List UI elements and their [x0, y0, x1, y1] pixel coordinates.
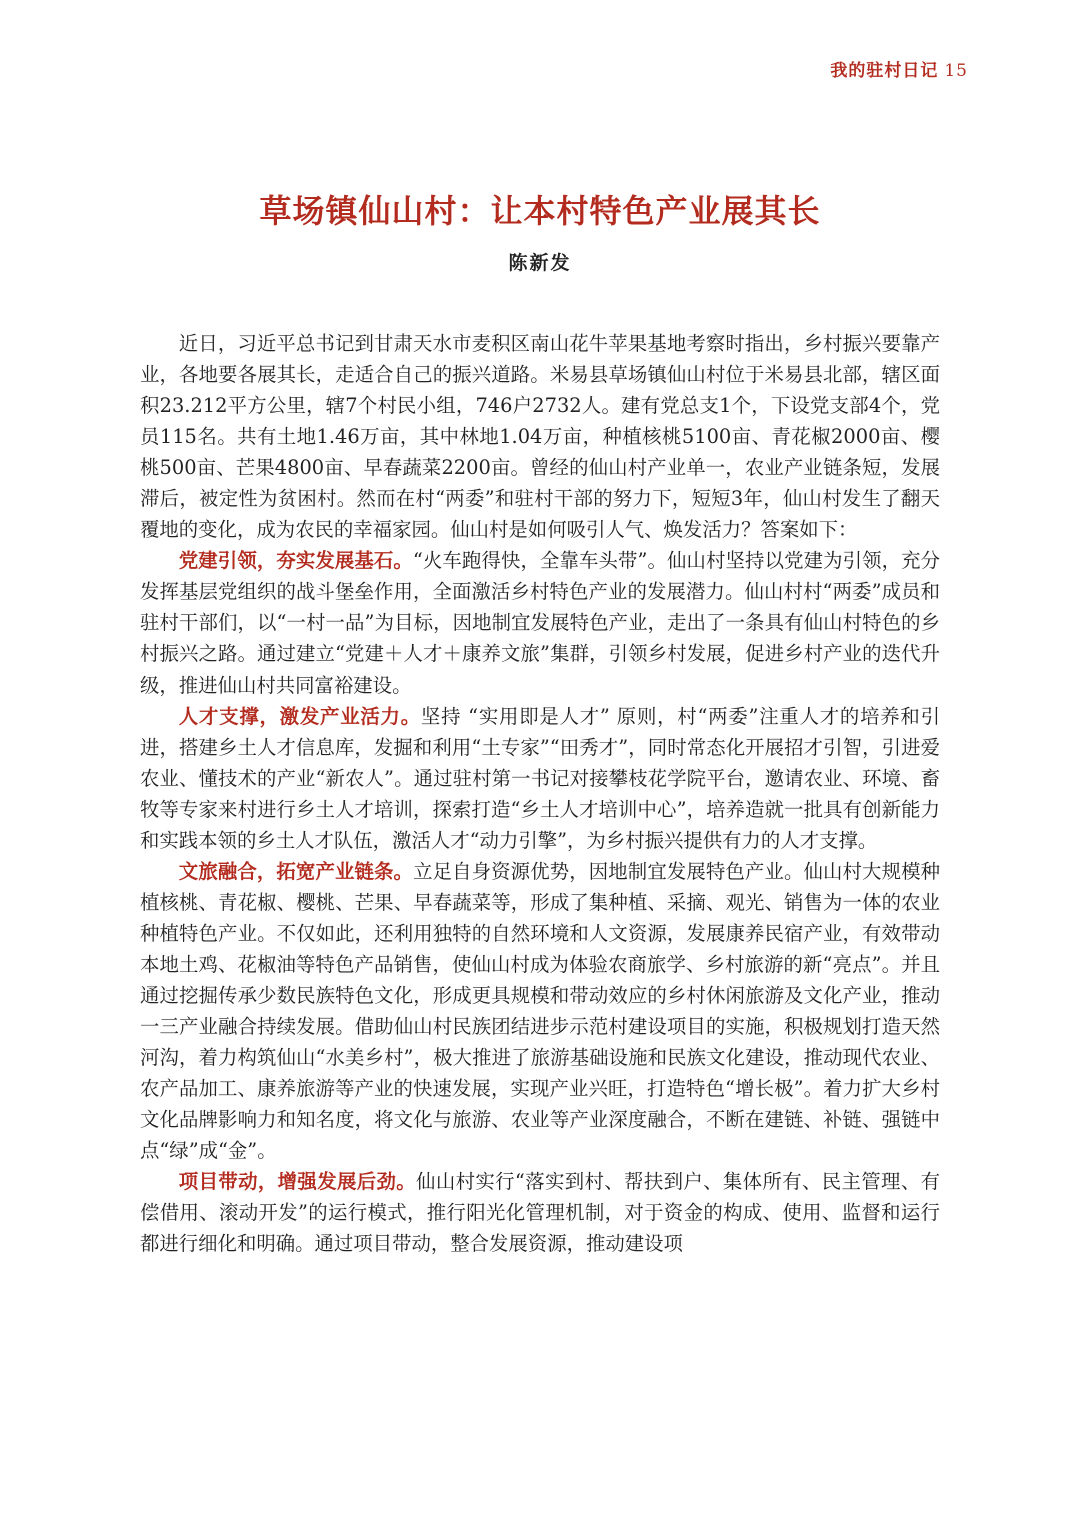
- paragraph-lead: 项目带动，增强发展后劲。: [178, 1170, 417, 1194]
- running-header: [830, 56, 968, 81]
- paragraph-text: 仙山村实行“落实到村、帮扶到户、集体所有、民主管理、有偿借用、滚动开发”的运行模式，推行阳光化管理机制，对于资金的构成、使用、监督和运行都进行细化和明确。通过项目带动，整合发展资源，推动建设项: [140, 1170, 940, 1256]
- article-author: 陈新发: [508, 252, 572, 274]
- paragraph-talent: [140, 701, 940, 856]
- page-number: 15: [944, 61, 968, 81]
- paragraph-party-building: [140, 545, 940, 700]
- article-body: [140, 328, 940, 1259]
- paragraph-text: 近日，习近平总书记到甘肃天水市麦积区南山花牛苹果基地考察时指出，乡村振兴要靠产业，各地要各展其长，走适合自己的振兴道路。米易县草场镇仙山村位于米易县北部，辖区面积23.212平方公里，辖7个村民小组，746户2732人。建有党总支1个，下设党支部4个，党员115名。共有土地1.46万亩，其中林地1.04万亩，种植核桃5100亩、青花椒2000亩、樱桃500亩、芒果4800亩、早春蔬菜2200亩。曾经的仙山村产业单一，农业产业链条短，发展滞后，被定性为贫困村。然而在村“两委”和驻村干部的努力下，短短3年，仙山村发生了翻天覆地的变化，成为农民的幸福家园。仙山村是如何吸引人气、焕发活力？答案如下：: [140, 332, 940, 542]
- paragraph-lead: 党建引领，夯实发展基石。: [178, 549, 413, 573]
- paragraph-lead: 文旅融合，拓宽产业链条。: [178, 859, 414, 883]
- article-title: 草场镇仙山村：让本村特色产业展其长: [259, 192, 821, 230]
- paragraph-text: 坚持 “实用即是人才” 原则，村“两委”注重人才的培养和引进，搭建乡土人才信息库，发掘和利用“土专家”“田秀才”，同时常态化开展招才引智，引进爱农业、懂技术的产业“新农人”。通过驻村第一书记对接攀枝花学院平台，邀请农业、环境、畜牧等专家来村进行乡土人才培训，探索打造“乡土人才培训中心”，培养造就一批具有创新能力和实践本领的乡土人才队伍，激活人才“动力引擎”，为乡村振兴提供有力的人才支撑。: [140, 704, 941, 852]
- header-section-title: 我的驻村日记: [830, 61, 939, 81]
- paragraph-text: “火车跑得快，全靠车头带”。仙山村坚持以党建为引领，充分发挥基层党组织的战斗堡垒作用，全面激活乡村特色产业的发展潜力。仙山村村“两委”成员和驻村干部们，以“一村一品”为目标，因地制宜发展特色产业，走出了一条具有仙山村特色的乡村振兴之路。通过建立“党建＋人才＋康养文旅”集群，引领乡村发展，促进乡村产业的迭代升级，推进仙山村共同富裕建设。: [140, 549, 941, 697]
- paragraph-tourism: [140, 856, 940, 1166]
- paragraph-text: 立足自身资源优势，因地制宜发展特色产业。仙山村大规模种植核桃、青花椒、樱桃、芒果、早春蔬菜等，形成了集种植、采摘、观光、销售为一体的农业种植特色产业。不仅如此，还利用独特的自然环境和人文资源，发展康养民宿产业，有效带动本地土鸡、花椒油等特色产品销售，使仙山村成为体验农商旅学、乡村旅游的新“亮点”。并且通过挖掘传承少数民族特色文化，形成更具规模和带动效应的乡村休闲旅游及文化产业，推动一三产业融合持续发展。借助仙山村民族团结进步示范村建设项目的实施，积极规划打造天然河沟，着力构筑仙山“水美乡村”，极大推进了旅游基础设施和民族文化建设，推动现代农业、农产品加工、康养旅游等产业的快速发展，实现产业兴旺，打造特色“增长极”。着力扩大乡村文化品牌影响力和知名度，将文化与旅游、农业等产业深度融合，不断在建链、补链、强链中点“绿”成“金”。: [140, 859, 941, 1163]
- paragraph-projects: [140, 1166, 940, 1259]
- paragraph-lead: 人才支撑，激发产业活力。: [178, 704, 421, 728]
- paragraph-intro: [140, 328, 940, 545]
